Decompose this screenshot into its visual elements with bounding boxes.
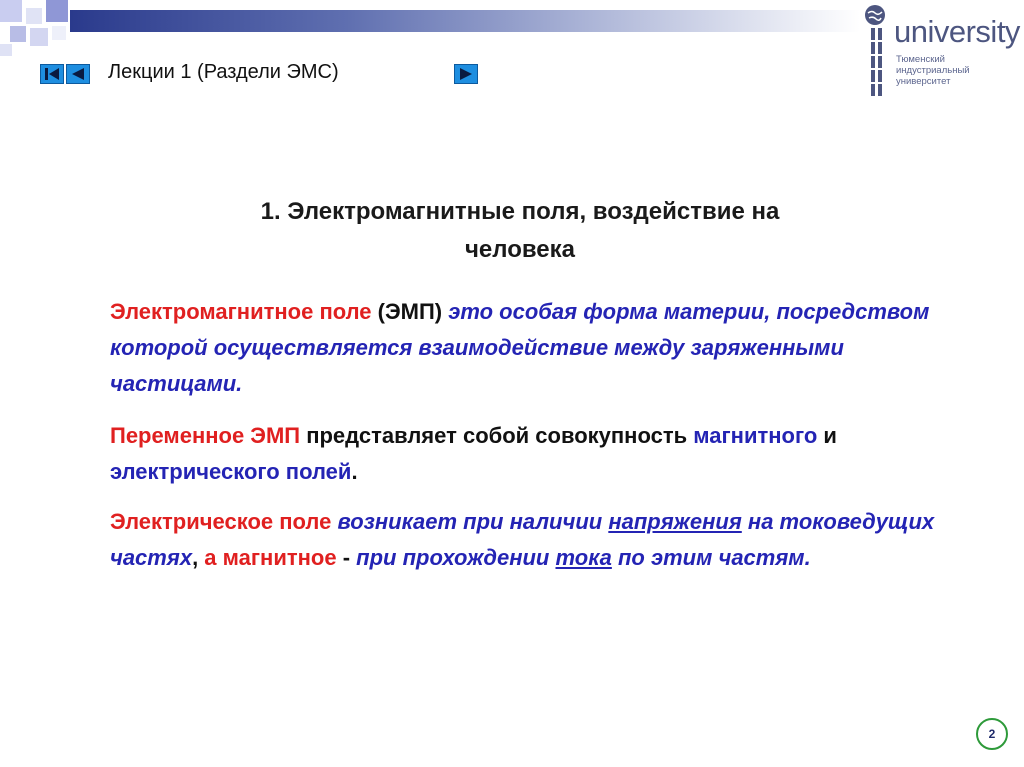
p3-text3: при прохождении [356,545,556,570]
logo-pillar-icon [868,28,886,96]
first-slide-icon [44,67,60,81]
term-voltage: напряжения [608,509,742,534]
slide-heading [100,193,940,269]
term-magnetic-field: а магнитное [204,545,337,570]
logo-subtitle [896,54,970,87]
paragraph-emf-definition [110,294,950,402]
slide-navigation [40,64,90,84]
next-slide-button[interactable] [454,64,478,84]
term-electric-fields: электрического полей [110,459,352,484]
paragraph-electric-magnetic [110,504,950,576]
lecture-title: Лекции 1 (Раздели ЭМС) [108,61,339,83]
corner-decoration [0,0,80,60]
term-alternating-emf: Переменное ЭМП [110,423,301,448]
term-electric-field: Электрическое поле [110,509,332,534]
p3-text2: на токоведущих частях [110,509,935,570]
page-number-badge: 2 [976,718,1008,750]
logo-sub-line: Тюменский [896,54,945,65]
p2-and: и [817,423,837,448]
term-current: тока [555,545,612,570]
slide-heading-line: человека [464,236,575,263]
p2-end: . [351,459,358,484]
emf-definition-text: это особая форма материи, посредством которой осуществляется взаимодействие между заряженными частицами. [110,299,930,396]
logo-sub-line: индустриальный [896,65,970,76]
globe-icon [864,4,886,26]
previous-slide-icon [70,67,86,81]
next-slide-icon [458,67,474,81]
p3-text1: возникает при наличии [331,509,609,534]
university-logo [864,4,1024,94]
header-gradient-bar [70,10,860,32]
abbr-emf: (ЭМП) [371,299,449,324]
logo-wordmark: university [894,14,1020,49]
logo-sub-line: университет [896,76,951,87]
previous-slide-button[interactable] [66,64,90,84]
paragraph-alternating-emf [110,418,950,490]
term-magnetic: магнитного [693,423,818,448]
first-slide-button[interactable] [40,64,64,84]
term-emf: Электромагнитное поле [110,299,372,324]
p3-dash: - [336,545,357,570]
p2-text: представляет собой совокупность [300,423,694,448]
p3-text4: по этим частям. [611,545,811,570]
p3-comma: , [192,545,205,570]
slide-heading-line: 1. Электромагнитные поля, воздействие на [260,198,780,225]
